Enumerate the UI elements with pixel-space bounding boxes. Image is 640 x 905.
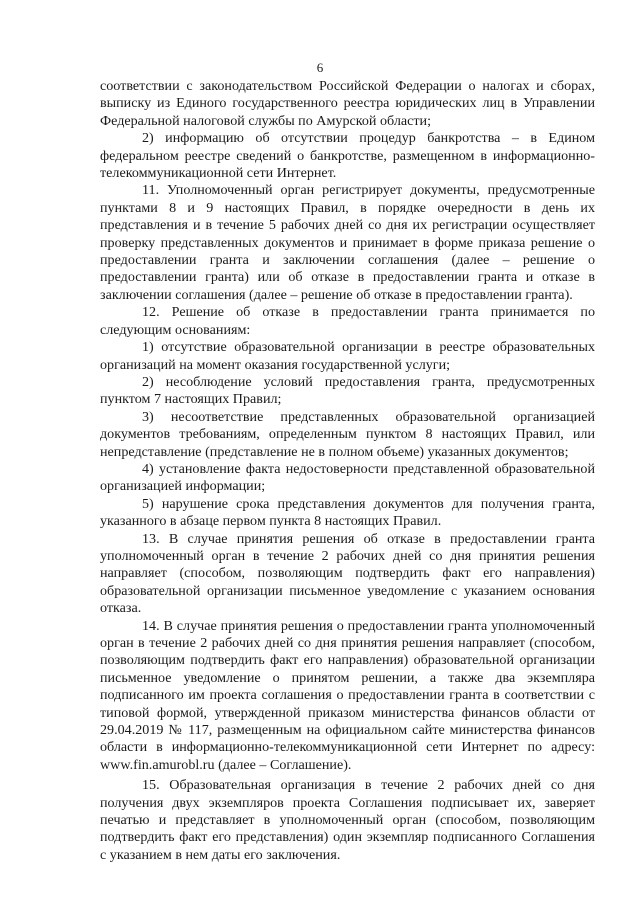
paragraph-14: 14. В случае принятия решения о предоставлении гранта уполномоченный орган в течение 2 рабочих дней со дня принятия решения направляет (способом, позволяющим подтвердить факт его направления) образовательной организации письменное уведомление о принятом решении, а также два экземпляра подписанного им проекта соглашения о предоставлении гранта в соответствии с типовой формой, утвержденной приказом министерства финансов области от 29.04.2019 № 117, размещенным на официальном сайте министерства финансов области в информационно-телекоммуникационной сети Интернет по адресу: www.fin.amurobl.ru (далее – Соглашение). xyxy=(100,617,595,773)
paragraph-item-2-bankruptcy: 2) информацию об отсутствии процедур банкротства – в Едином федеральном реестре сведений о банкротстве, размещенном в информационно-телекоммуникационной сети Интернет. xyxy=(100,130,595,182)
paragraph-continuation: соответствии с законодательством Российской Федерации о налогах и сборах, выписку из Единого государственного реестра юридических лиц в Управлении Федеральной налоговой службы по Амурской области; xyxy=(100,78,595,129)
document-body xyxy=(100,78,595,864)
paragraph-12-item-3: 3) несоответствие представленных образовательной организацией документов требованиям, определенным пунктом 8 настоящих Правил, или непредставление (представление не в полном объеме) указанных документов; xyxy=(100,408,595,460)
paragraph-12: 12. Решение об отказе в предоставлении гранта принимается по следующим основаниям: xyxy=(100,304,595,338)
paragraph-13: 13. В случае принятия решения об отказе в предоставлении гранта уполномоченный орган в течение 2 рабочих дней со дня принятия решения направляет (способом, позволяющим подтвердить факт его направления) образовательной организации письменное уведомление с указанием основания отказа. xyxy=(100,530,595,617)
paragraph-12-item-1: 1) отсутствие образовательной организации в реестре образовательных организаций на момент оказания государственной услуги; xyxy=(100,339,595,373)
page-number: 6 xyxy=(316,60,324,75)
paragraph-12-item-2: 2) несоблюдение условий предоставления гранта, предусмотренных пунктом 7 настоящих Правил; xyxy=(100,373,595,408)
paragraph-12-item-4: 4) установление факта недостоверности представленной образовательной организацией информации; xyxy=(100,460,595,495)
paragraph-11: 11. Уполномоченный орган регистрирует документы, предусмотренные пунктами 8 и 9 настоящих Правил, в порядке очередности в день их представления и в течение 5 рабочих дней со дня их регистрации осуществляет проверку представленных документов и принимает в форме приказа решение о предоставлении гранта и заключении соглашения (далее – решение о предоставлении гранта) или об отказе в предоставлении гранта и отказе в заключении соглашения (далее – решение об отказе в предоставлении гранта). xyxy=(100,182,595,303)
paragraph-12-item-5: 5) нарушение срока представления документов для получения гранта, указанного в абзаце первом пункта 8 настоящих Правил. xyxy=(100,495,595,530)
paragraph-15: 15. Образовательная организация в течение 2 рабочих дней со дня получения двух экземпляров проекта Соглашения подписывает их, заверяет печатью и представляет в уполномоченный орган (способом, позволяющим подтвердить факт его представления) один экземпляр подписанного Соглашения с указанием в нем даты его заключения. xyxy=(100,777,595,863)
